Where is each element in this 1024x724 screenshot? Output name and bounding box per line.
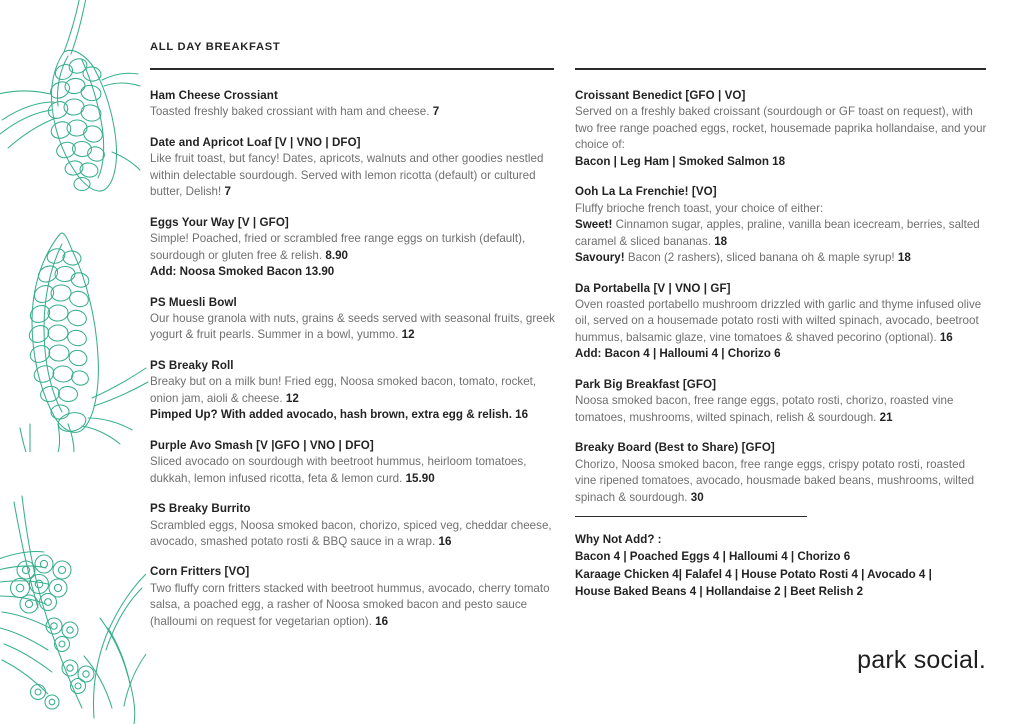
menu-item <box>150 438 560 487</box>
option-label: Sweet! <box>575 218 613 232</box>
menu-item <box>150 88 560 121</box>
menu-item <box>150 135 560 201</box>
menu-item <box>575 281 987 363</box>
menu-item-price: 12 <box>401 328 415 342</box>
menu-item-name: PS Breaky Burrito <box>150 502 251 516</box>
option-description: Bacon (2 rashers), sliced banana oh & maple syrup! <box>624 251 898 265</box>
option-price: 18 <box>714 234 728 248</box>
menu-item-description: Noosa smoked bacon, free range eggs, potato rosti, chorizo, roasted vine tomatoes, mushrooms, wilted spinach, relish & sourdough. 21 <box>575 394 954 424</box>
addons-lines <box>575 548 987 600</box>
menu-item-description: Sliced avocado on sourdough with beetroot hummus, heirloom tomatoes, dukkah, lemon infused ricotta, feta & lemon curd. 15.90 <box>150 455 527 485</box>
menu-item-name: Breaky Board (Best to Share) [GFO] <box>575 441 775 455</box>
menu-item-price: 8.90 <box>325 248 349 262</box>
menu-item-price: 30 <box>690 490 704 504</box>
menu-item-price: 15.90 <box>405 471 435 485</box>
menu-item-description: Two fluffy corn fritters stacked with beetroot hummus, avocado, cherry tomato salsa, a poached egg, a rasher of Noosa smoked bacon and pesto sauce (halloumi on request for vegetarian option). 16 <box>150 581 550 628</box>
divider-right-column <box>575 68 986 70</box>
menu-item <box>150 215 560 281</box>
addons-line: House Baked Beans 4 | Hollandaise 2 | Beet Relish 2 <box>575 585 864 599</box>
menu-item-price: 16 <box>939 330 953 344</box>
menu-item <box>575 184 987 266</box>
menu-item-name: Park Big Breakfast [GFO] <box>575 377 717 391</box>
brand-logo: park social. <box>857 646 986 674</box>
addons-section <box>575 531 987 601</box>
menu-item-description: Toasted freshly baked crossiant with ham and cheese. 7 <box>150 105 440 119</box>
divider-addons <box>575 516 807 517</box>
menu-item-name: PS Muesli Bowl <box>150 295 237 309</box>
addons-line: Bacon 4 | Poached Eggs 4 | Halloumi 4 | Chorizo 6 <box>575 550 851 564</box>
menu-column-left <box>150 88 560 630</box>
divider-left-column <box>150 68 554 70</box>
menu-item-price: 7 <box>224 185 231 199</box>
menu-item-description: Like fruit toast, but fancy! Dates, apricots, walnuts and other goodies nestled within delectable sourdough. Served with lemon ricotta (default) or cultured butter, Delish! 7 <box>150 152 544 199</box>
menu-item <box>575 440 987 506</box>
menu-item-option <box>575 217 987 250</box>
menu-item-description: Served on a freshly baked croissant (sourdough or GF toast on request), with two free range poached eggs, rocket, housemade paprika hollandaise, and your choice of: <box>575 105 987 152</box>
menu-item-price: 21 <box>879 410 893 424</box>
menu-item <box>150 358 560 424</box>
menu-item <box>150 564 560 630</box>
menu-item <box>575 377 987 426</box>
menu-item-name: Eggs Your Way [V | GFO] <box>150 215 289 229</box>
option-description: Cinnamon sugar, apples, praline, vanilla bean icecream, berries, salted caramel & sliced bananas. <box>575 218 980 248</box>
menu-item-description: Chorizo, Noosa smoked bacon, free range eggs, crispy potato rosti, roasted vine ripened tomatoes, avocado, housmade baked beans, mushrooms, wilted spinach & sourdough. 30 <box>575 457 975 504</box>
menu-item-name: Da Portabella [V | VNO | GF] <box>575 281 731 295</box>
menu-item <box>150 295 560 344</box>
menu-item-option <box>575 250 987 266</box>
menu-item-price: 16 <box>375 614 389 628</box>
menu-item-description: Scrambled eggs, Noosa smoked bacon, chorizo, spiced veg, cheddar cheese, avocado, smashed potato rosti & BBQ sauce in a wrap. 16 <box>150 518 552 548</box>
menu-item-extra: Add: Bacon 4 | Halloumi 4 | Chorizo 6 <box>575 347 781 361</box>
menu-item-extra: Bacon | Leg Ham | Smoked Salmon 18 <box>575 154 786 168</box>
menu-item-name: Date and Apricot Loaf [V | VNO | DFO] <box>150 135 361 149</box>
menu-item-price: 12 <box>285 391 299 405</box>
option-label: Savoury! <box>575 251 625 265</box>
menu-item-name: Ooh La La Frenchie! [VO] <box>575 185 717 199</box>
menu-item-price: 7 <box>432 105 440 119</box>
menu-item-name: Corn Fritters [VO] <box>150 565 250 579</box>
menu-item-extra: Pimped Up? With added avocado, hash brown, extra egg & relish. 16 <box>150 408 529 422</box>
menu-item-description: Simple! Poached, fried or scrambled free range eggs on turkish (default), sourdough or gluten free & relish. 8.90 <box>150 232 526 262</box>
addons-line: Karaage Chicken 4| Falafel 4 | House Potato Rosti 4 | Avocado 4 | <box>575 567 932 581</box>
menu-item <box>575 88 987 170</box>
menu-item-name: Ham Cheese Crossiant <box>150 89 278 102</box>
addons-title: Why Not Add? : <box>575 533 662 546</box>
menu-item-price: 16 <box>438 534 452 548</box>
menu-item-description: Breaky but on a milk bun! Fried egg, Noosa smoked bacon, tomato, rocket, onion jam, aioli & cheese. 12 <box>150 375 537 405</box>
menu-item-description: Fluffy brioche french toast, your choice of either: <box>575 201 824 215</box>
option-price: 18 <box>897 251 911 265</box>
menu-item-name: Purple Avo Smash [V |GFO | VNO | DFO] <box>150 438 374 452</box>
menu-item-name: PS Breaky Roll <box>150 358 234 372</box>
menu-column-right <box>575 88 987 506</box>
menu-item <box>150 501 560 550</box>
menu-item-description: Our house granola with nuts, grains & seeds served with seasonal fruits, greek yogurt & fruit pearls. Summer in a bowl, yummo. 12 <box>150 311 555 342</box>
menu-item-description: Oven roasted portabello mushroom drizzled with garlic and thyme infused olive oil, served on a housemade potato rosti with wilted spinach, avocado, beetroot hummus, balsamic glaze, vine tomatoes & shaved pecorino (optional). 16 <box>575 297 982 344</box>
page-title: ALL DAY BREAKFAST <box>150 41 281 53</box>
menu-item-extra: Add: Noosa Smoked Bacon 13.90 <box>150 265 335 279</box>
menu-item-name: Croissant Benedict [GFO | VO] <box>575 89 746 102</box>
